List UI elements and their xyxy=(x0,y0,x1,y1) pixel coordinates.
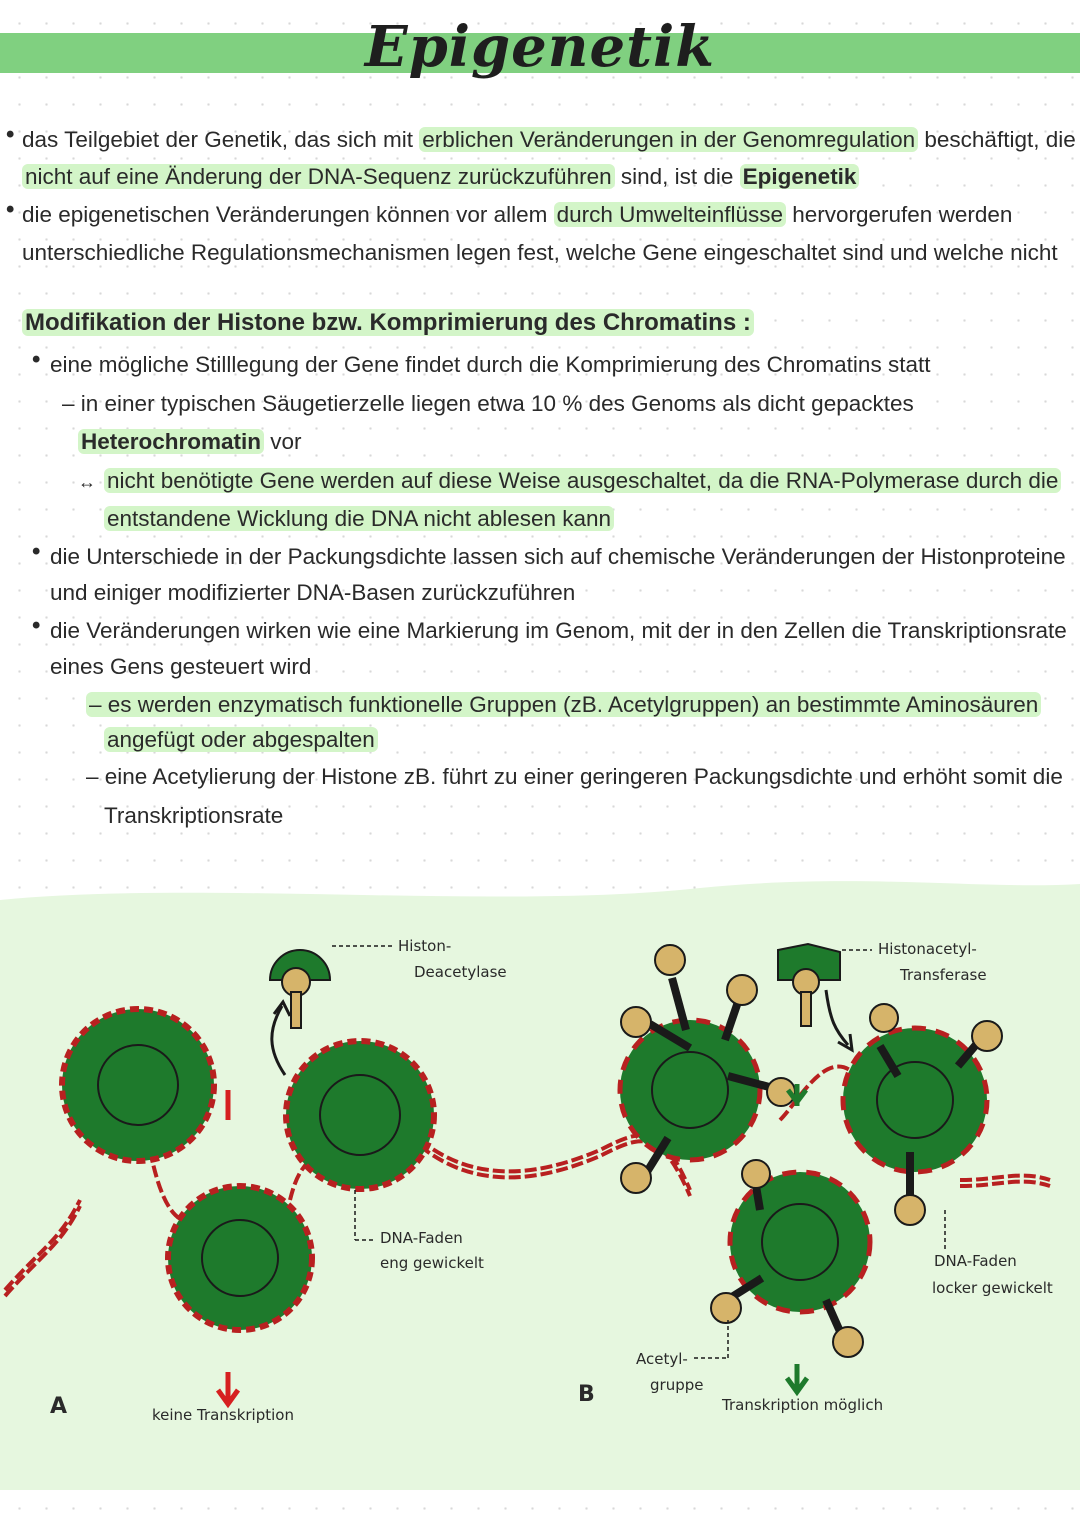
bullet-dot: • xyxy=(6,196,15,223)
panel-label-a: A xyxy=(50,1394,68,1419)
section-line-5: entstandene Wicklung die DNA nicht ablesen kann xyxy=(104,500,614,538)
acetyl-label-2: gruppe xyxy=(650,1376,704,1394)
acetyl-label-1: Acetyl- xyxy=(636,1350,688,1368)
section-line-10: – es werden enzymatisch funktionelle Gruppen (zB. Acetylgruppen) an bestimmte Aminosäuren xyxy=(86,686,1041,724)
section-heading: Modifikation der Histone bzw. Komprimierung des Chromatins : xyxy=(22,309,754,337)
bullet-dot: • xyxy=(32,538,41,565)
no-transcription-label: keine Transkription xyxy=(152,1406,294,1424)
transferase-label-2: Transferase xyxy=(900,966,987,984)
dna-tight-label-2: eng gewickelt xyxy=(380,1254,484,1272)
bullet-dot: • xyxy=(6,121,15,148)
section-line-13: Transkriptionsrate xyxy=(104,803,284,828)
section-line-3: Heterochromatin vor xyxy=(78,423,302,461)
section-line-1: eine mögliche Stilllegung der Gene findet durch die Komprimierung des Chromatins statt xyxy=(50,352,931,377)
page-title: Epigenetik xyxy=(364,14,716,80)
section-line-12: – eine Acetylierung der Histone zB. führt zu einer geringeren Packungsdichte und erhöht somit die xyxy=(86,764,1063,789)
section-line-9: eines Gens gesteuert wird xyxy=(50,654,312,679)
section-line-6: die Unterschiede in der Packungsdichte lassen sich auf chemische Veränderungen der Histonproteine xyxy=(50,544,1066,569)
dna-loose-label-1: DNA-Faden xyxy=(934,1252,1017,1270)
section-line-11: angefügt oder abgespalten xyxy=(104,721,378,759)
transcription-possible-label: Transkription möglich xyxy=(722,1396,884,1414)
section-line-4: ↔ nicht benötigte Gene werden auf diese Weise ausgeschaltet, da die RNA-Polymerase durch die xyxy=(78,462,1061,501)
deacetylase-label-1: Histon- xyxy=(398,937,452,955)
section-line-7: und einiger modifizierter DNA-Basen zurückzuführen xyxy=(50,580,576,605)
panel-label-b: B xyxy=(578,1382,595,1407)
transferase-label-1: Histonacetyl- xyxy=(878,940,977,958)
bullet-dot: • xyxy=(32,346,41,373)
intro-line-1: das Teilgebiet der Genetik, das sich mit erblichen Veränderungen in der Genomregulation beschäftigt, die xyxy=(22,127,1076,152)
double-arrow-icon: ↔ xyxy=(78,472,96,492)
bullet-dot: • xyxy=(32,612,41,639)
dna-loose-label-2: locker gewickelt xyxy=(932,1279,1053,1297)
section-line-2: – in einer typischen Säugetierzelle liegen etwa 10 % des Genoms als dicht gepacktes xyxy=(62,391,914,416)
intro-line-3: die epigenetischen Veränderungen können vor allem durch Umwelteinflüsse hervorgerufen werden xyxy=(22,202,1013,227)
intro-line-4: unterschiedliche Regulationsmechanismen legen fest, welche Gene eingeschaltet sind und welche nicht xyxy=(22,240,1058,265)
dna-tight-label-1: DNA-Faden xyxy=(380,1229,463,1247)
intro-line-2: nicht auf eine Änderung der DNA-Sequenz zurückzuführen sind, ist die Epigenetik xyxy=(22,158,859,196)
section-line-8: die Veränderungen wirken wie eine Markierung im Genom, mit der in den Zellen die Transkriptionsrate xyxy=(50,618,1067,643)
deacetylase-label-2: Deacetylase xyxy=(414,963,507,981)
